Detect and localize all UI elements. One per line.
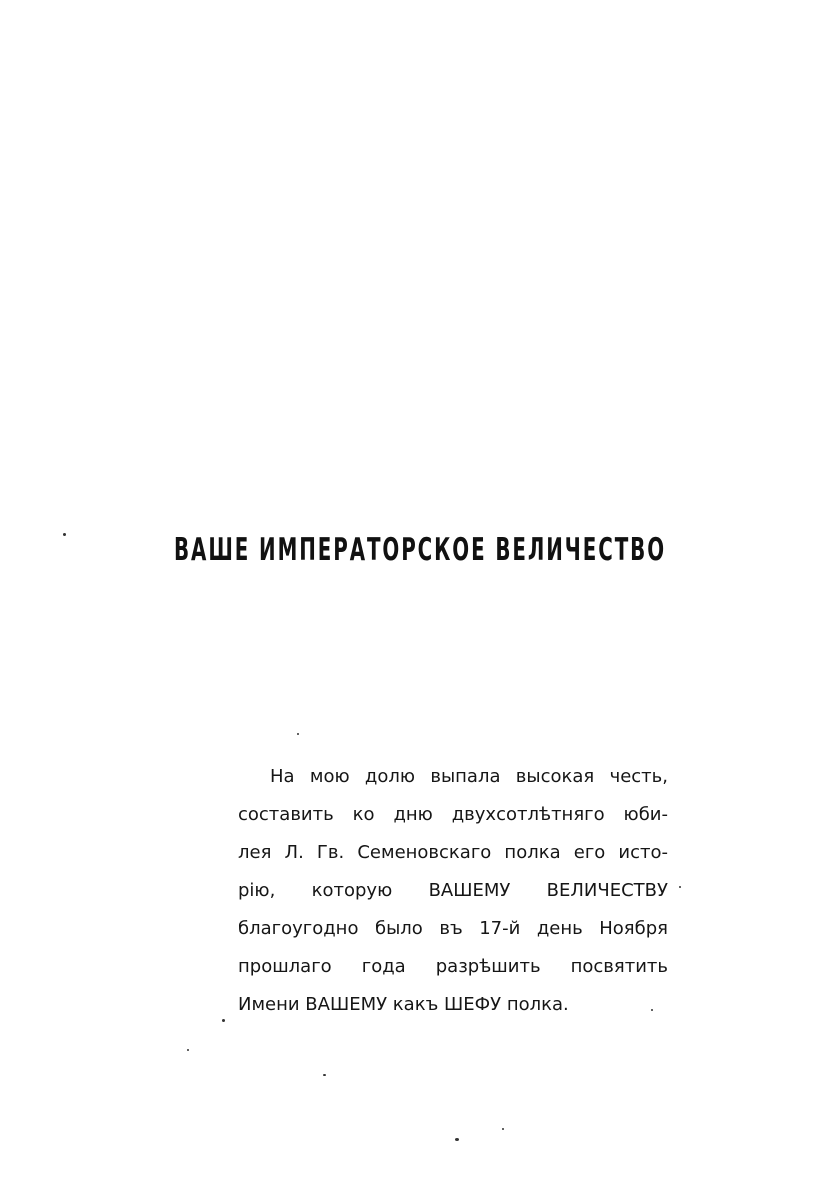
dedication-line-6: прошлаго года разрѣшить посвятить bbox=[238, 956, 668, 977]
scan-speck bbox=[455, 1138, 459, 1141]
dedication-line-7: Имени ВАШЕМУ какъ ШЕФУ полка. bbox=[238, 994, 569, 1015]
dedication-line-4: рію, которую ВАШЕМУ ВЕЛИЧЕСТВУ bbox=[238, 880, 668, 901]
dedication-line-5: благоугодно было въ 17-й день Ноября bbox=[238, 918, 668, 939]
scan-speck bbox=[679, 886, 681, 888]
dedication-line-3: лея Л. Гв. Семеновскаго полка его исто- bbox=[238, 842, 668, 863]
dedication-paragraph bbox=[238, 758, 668, 1024]
scan-speck bbox=[323, 1074, 326, 1076]
dedication-line-2: составить ко дню двухсотлѣтняго юби- bbox=[238, 804, 668, 825]
scan-speck bbox=[297, 733, 299, 735]
scan-speck bbox=[222, 1019, 225, 1022]
dedication-line-1: На мою долю выпала высокая честь, bbox=[270, 766, 668, 787]
scan-speck bbox=[63, 533, 66, 536]
scan-speck bbox=[502, 1128, 504, 1130]
dedication-heading: ВАШЕ ИМПЕРАТОРСКОЕ ВЕЛИЧЕСТВО bbox=[174, 532, 666, 568]
scan-speck bbox=[187, 1049, 189, 1051]
scan-speck bbox=[651, 1009, 653, 1011]
